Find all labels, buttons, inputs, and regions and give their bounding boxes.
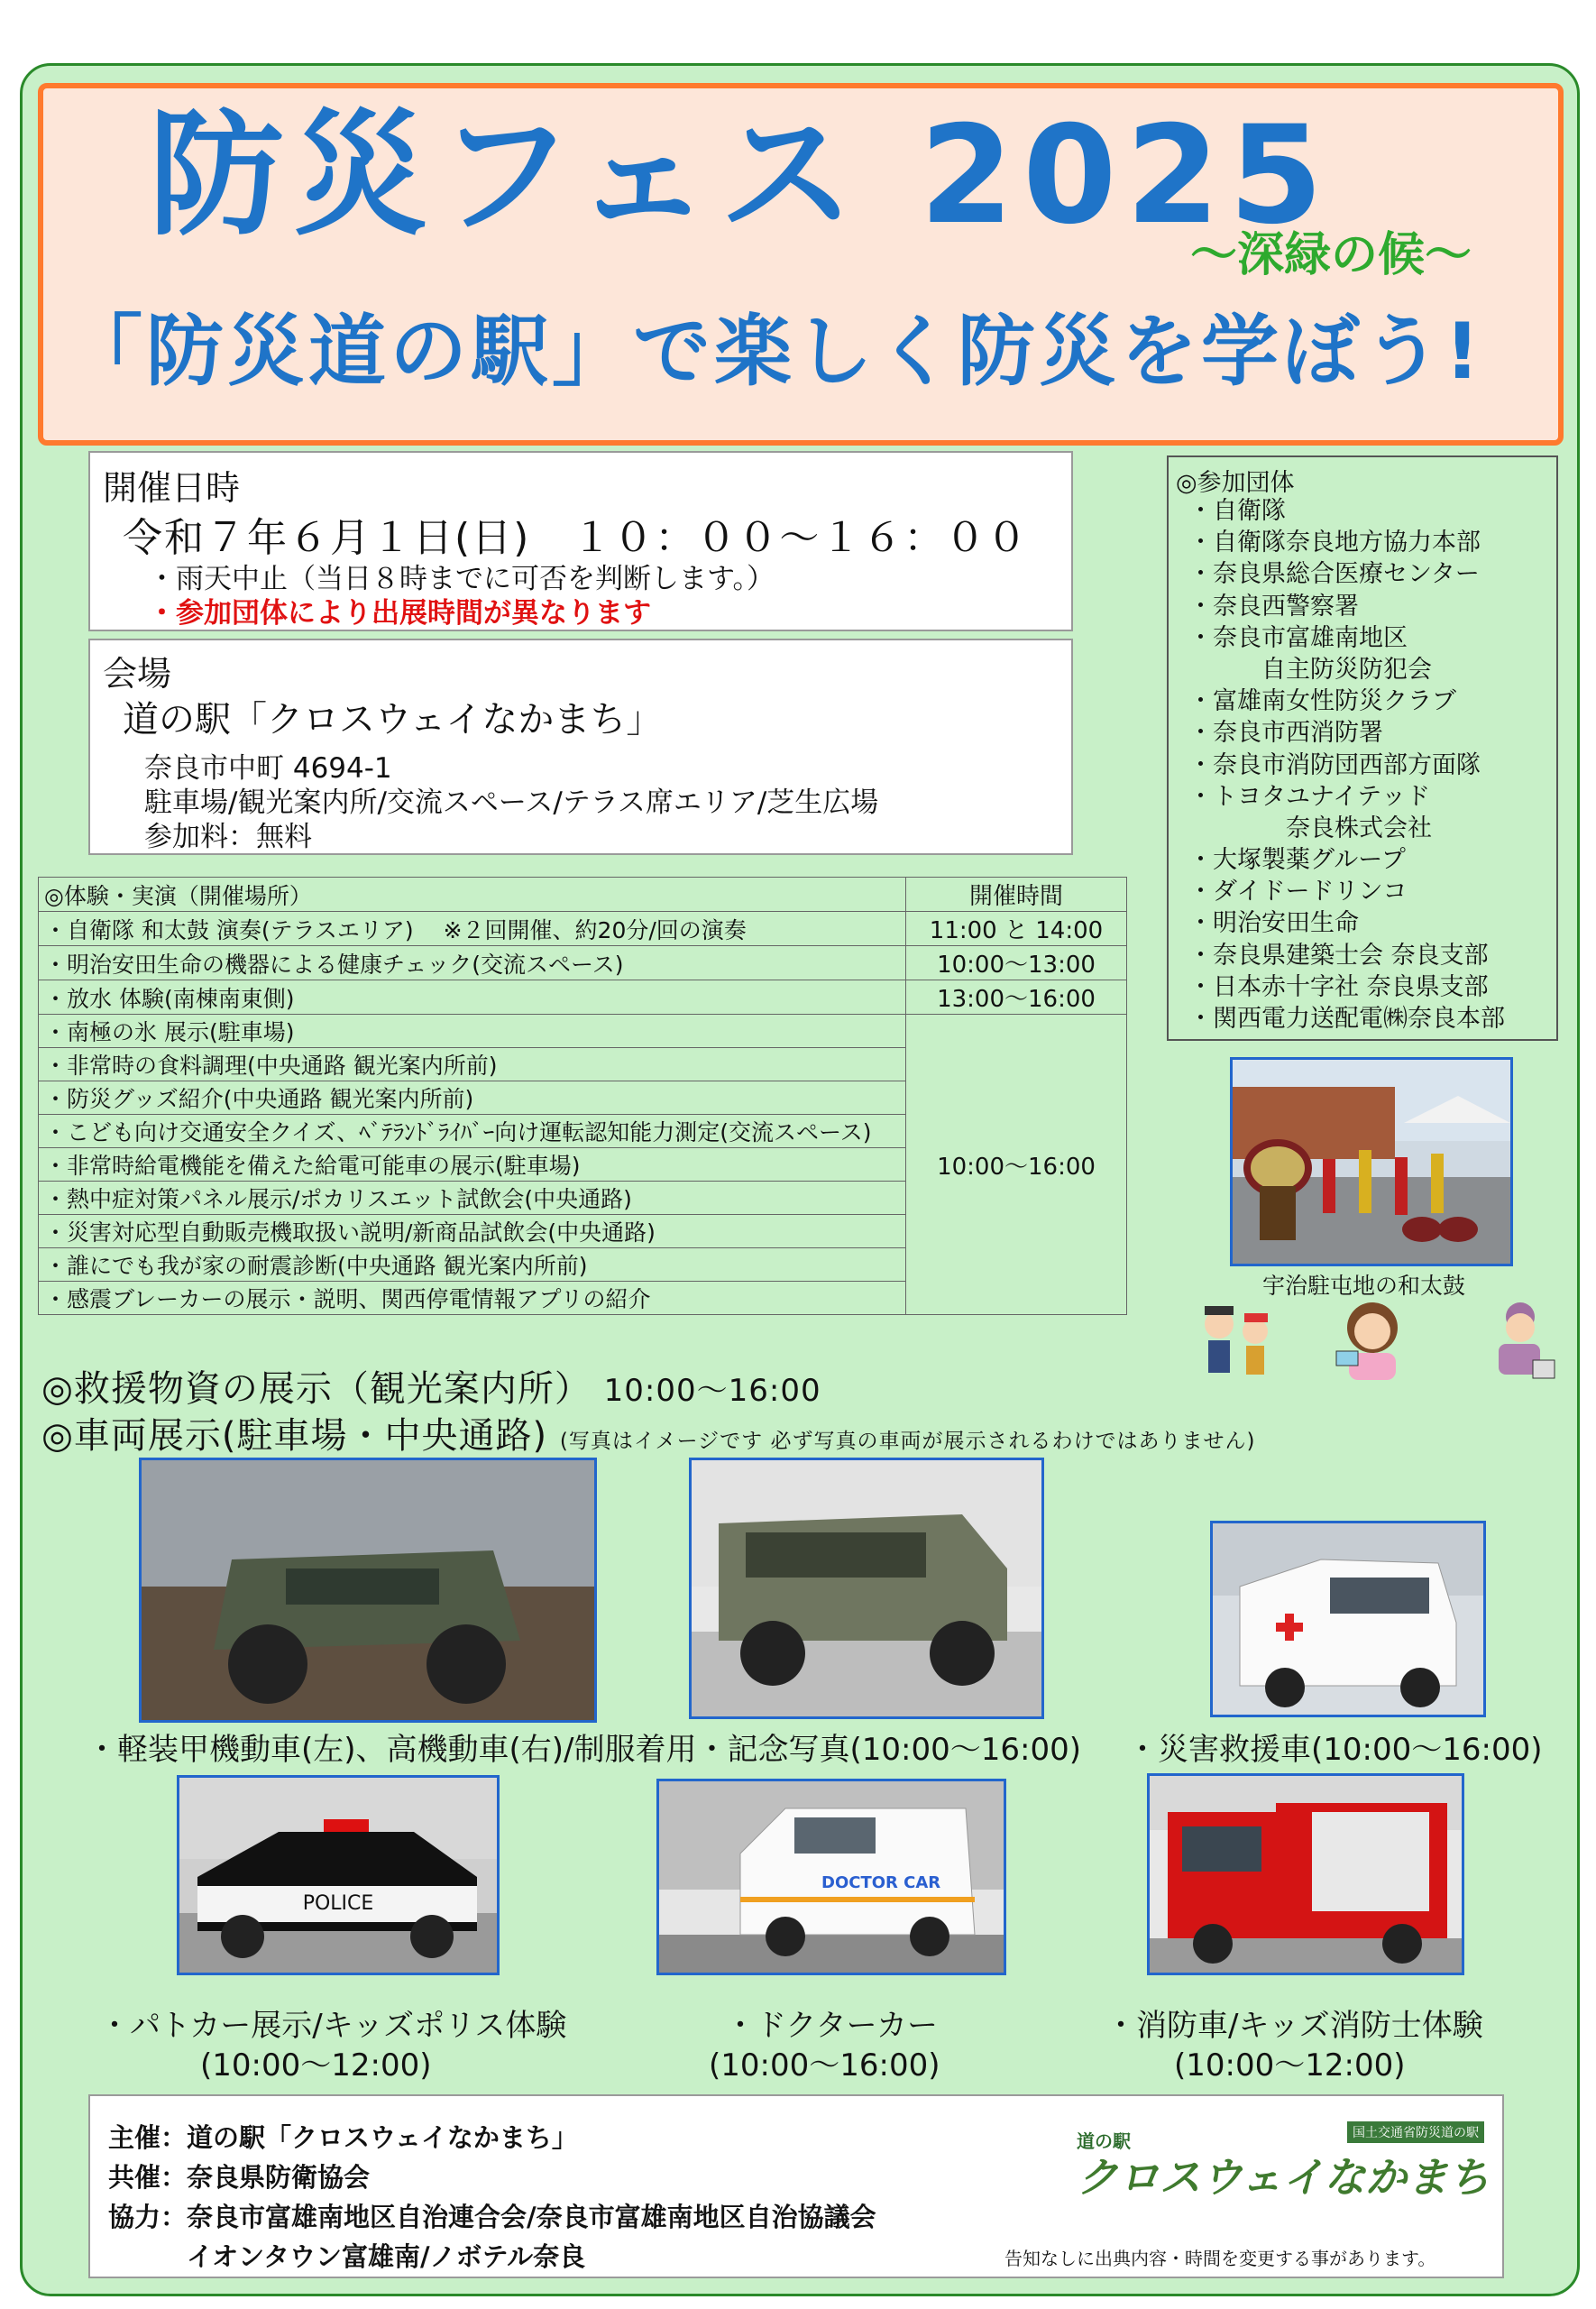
fire-engine-caption: ・消防車/キッズ消防士体験 [1105,2008,1483,2044]
event-date-box [88,451,1073,631]
org-item: ・自衛隊奈良地方協力本部 [1188,529,1481,557]
experience-item: ・こども向け交通安全クイズ、ﾍﾞﾃﾗﾝﾄﾞﾗｲﾊﾞｰ向け運転認知能力測定(交流スペース) [39,1115,906,1148]
time-header: 開催時間 [906,878,1127,912]
woman-with-card-icon [1331,1295,1412,1382]
org-item: ・富雄南女性防災クラブ [1188,687,1456,716]
participating-orgs-box [1167,455,1558,1041]
org-item: ・日本赤十字社 奈良県支部 [1188,972,1489,1001]
patrol-car-marking: POLICE [302,1892,374,1915]
org-item: ・トヨタユナイテッド [1188,782,1431,811]
venue-label: 会場 [103,654,172,694]
venue-areas: 駐車場/観光案内所/交流スペース/テラス席エリア/芝生広場 [144,787,879,819]
logo-main-text: クロスウェイなかまち [1077,2153,1491,2202]
relief-supplies-time: 10:00～16:00 [603,1373,821,1409]
org-item: ・奈良市消防団西部方面隊 [1188,750,1481,779]
doctor-car-time: (10:00～16:00) [709,2047,940,2084]
org-item: ・奈良西警察署 [1188,592,1359,621]
experience-time: 13:00～16:00 [906,980,1127,1015]
org-item: ・奈良市西消防署 [1188,719,1383,748]
relief-supplies-label: ◎救援物資の展示（観光案内所） 10:00～16:00 [41,1368,821,1410]
taiko-photo [1230,1057,1513,1266]
venue-address: 奈良市中町 4694-1 [144,752,392,785]
tagline: 「防災道の駅」で楽しく防災を学ぼう! [65,307,1484,397]
footer-box [88,2094,1504,2278]
elderly-woman-phone-icon [1488,1297,1560,1384]
doctor-car-caption: ・ドクターカー [725,2008,938,2044]
experience-item: ・非常時給電機能を備えた給電可能車の展示(駐車場) [39,1148,906,1182]
light-armored-vehicle-photo [139,1458,597,1723]
event-date-label: 開催日時 [103,468,241,508]
experience-header: ◎体験・実演（開催場所） [39,878,906,912]
org-item: ・大塚製薬グループ [1188,846,1406,875]
experience-time: 11:00 と 14:00 [906,912,1127,946]
experience-item: ・誰にでも我が家の耐震診断(中央通路 観光案内所前) [39,1248,906,1282]
venue-name: 道の駅「クロスウェイなかまち」 [123,699,663,741]
org-item: ・奈良市富雄南地区 [1188,623,1408,652]
experience-item: ・明治安田生命の機器による健康チェック(交流スペース) [39,946,906,980]
change-disclaimer: 告知なしに出典内容・時間を変更する事があります。 [1004,2248,1436,2269]
experience-item: ・熱中症対策パネル展示/ポカリスエット試飲会(中央通路) [39,1182,906,1215]
experience-item: ・放水 体験(南棟南東側) [39,980,906,1015]
table-header-row [39,878,1127,912]
exhibit-time-warning: ・参加団体により出展時間が異なります [148,597,651,630]
orgs-list [1188,495,1505,1035]
michi-no-eki-logo [1077,2114,1491,2213]
rain-note: ・雨天中止（当日８時までに可否を判断します。） [148,563,775,595]
org-item: ・自衛隊 [1188,497,1286,525]
page-title: 防災フェス 2025 [149,97,1333,254]
table-row [39,980,1127,1015]
org-item: 自主防災防犯会 [1188,655,1432,684]
org-item: ・ダイドードリンコ [1188,878,1408,906]
vehicle-exhibit-label: ◎車両展示(駐車場・中央通路) (写真はイメージです 必ず写真の車両が展示されるわけではありません) [41,1415,1256,1457]
cooperation-line-1: 協力：奈良市富雄南地区自治連合会/奈良市富雄南地区自治協議会 [108,2202,876,2232]
event-datetime: 令和７年６月１日(日) １０：００～１６：００ [123,515,1029,561]
patrol-car-caption: ・パトカー展示/キッズポリス体験 [99,2008,567,2044]
rescue-vehicle-caption: ・災害救援車(10:00～16:00) [1127,1732,1543,1768]
org-item: ・奈良県建築士会 奈良支部 [1188,941,1489,970]
experience-item: ・災害対応型自動販売機取扱い説明/新商品試飲会(中央通路) [39,1215,906,1248]
org-item: 奈良株式会社 [1188,814,1432,842]
cooperation-line-2: イオンタウン富雄南/ノボテル奈良 [108,2241,586,2272]
experience-item: ・自衛隊 和太鼓 演奏(テラスエリア) ※２回開催、約20分/回の演奏 [39,912,906,946]
cohost-line: 共催：奈良県防衛協会 [108,2162,371,2193]
logo-small-text: 道の駅 [1077,2130,1131,2152]
table-row [39,912,1127,946]
doctor-car-photo [656,1779,1006,1975]
experience-item: ・非常時の食料調理(中央通路 観光案内所前) [39,1048,906,1081]
org-item: ・明治安田生命 [1188,909,1359,938]
experience-time: 10:00～13:00 [906,946,1127,980]
firefighter-kids-icon [1192,1299,1286,1385]
doctor-car-marking: DOCTOR CAR [821,1873,941,1892]
table-row [39,946,1127,980]
taiko-caption: 宇治駐屯地の和太鼓 [1262,1273,1466,1299]
fire-engine-photo [1147,1773,1464,1975]
patrol-car-time: (10:00～12:00) [200,2047,432,2084]
logo-badge: 国土交通省防災道の駅 [1347,2121,1484,2143]
experience-table [38,877,1127,1315]
orgs-title: ◎参加団体 [1176,469,1295,497]
disaster-relief-vehicle-photo [1210,1521,1486,1717]
experience-item: ・感震ブレーカーの展示・説明、関西停電情報アプリの紹介 [39,1282,906,1315]
org-item: ・関西電力送配電㈱奈良本部 [1188,1005,1505,1033]
participation-fee: 参加料：無料 [144,821,312,853]
experience-item: ・南極の氷 展示(駐車場) [39,1015,906,1048]
patrol-car-photo [177,1775,500,1975]
host-line: 主催：道の駅「クロスウェイなかまち」 [108,2122,578,2153]
experience-time-merged: 10:00～16:00 [906,1015,1127,1315]
fire-engine-time: (10:00～12:00) [1174,2047,1406,2084]
vehicle-photo-note: (写真はイメージです 必ず写真の車両が展示されるわけではありません) [559,1430,1256,1453]
table-row [39,1015,1127,1048]
venue-box [88,639,1073,855]
season-subtitle: ～深緑の候～ [1190,228,1472,282]
military-vehicle-caption: ・軽装甲機動車(左)、高機動車(右)/制服着用・記念写真(10:00～16:00) [87,1732,1082,1768]
high-mobility-vehicle-photo [689,1458,1044,1719]
taiko-drum-illustration [1233,1060,1510,1264]
org-item: ・奈良県総合医療センター [1188,560,1480,589]
experience-item: ・防災グッズ紹介(中央通路 観光案内所前) [39,1081,906,1115]
